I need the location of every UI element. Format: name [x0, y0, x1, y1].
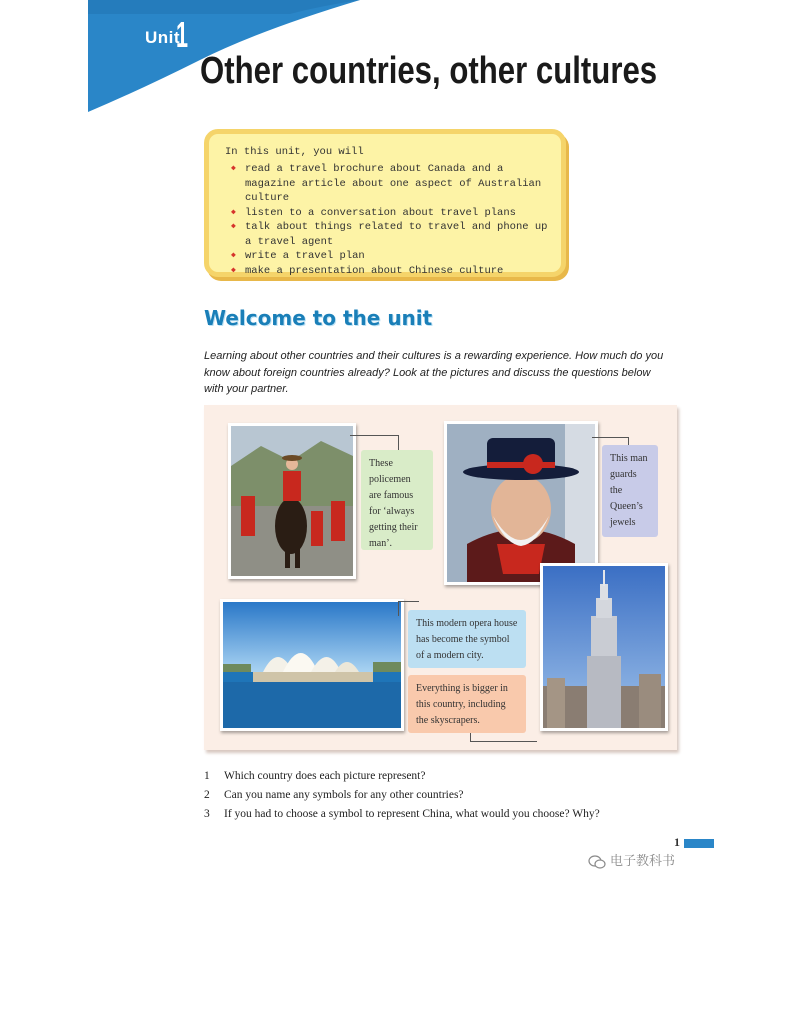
- picture-panel: [204, 405, 677, 750]
- objective-item: ◆ make a presentation about Chinese culture: [233, 264, 549, 279]
- caption-guard: This man guards the Queen’s jewels: [602, 445, 658, 537]
- objective-item: ◆ read a travel brochure about Canada and a magazine article about one aspect of Australian culture: [233, 162, 549, 206]
- unit-label: Unit: [145, 28, 181, 47]
- question-text: If you had to choose a symbol to represent China, what would you choose? Why?: [224, 808, 600, 820]
- unit-number: 1: [176, 14, 189, 55]
- caption-opera: This modern opera house has become the symbol of a modern city.: [408, 610, 526, 668]
- page-number-bar: [684, 839, 714, 848]
- caption-connector: [470, 733, 537, 742]
- question-text: Can you name any symbols for any other countries?: [224, 789, 464, 801]
- wechat-icon: [588, 855, 606, 869]
- skyscraper-photo: [540, 563, 668, 731]
- watermark: [588, 850, 675, 869]
- caption-policemen: These policemen are famous for ‘always getting their man’.: [361, 450, 433, 550]
- section-heading: Welcome to the unit: [204, 306, 433, 330]
- question-item: [204, 768, 664, 784]
- objectives-list: [233, 162, 549, 278]
- questions-list: [204, 768, 664, 825]
- question-item: [204, 806, 664, 822]
- unit-title: Other countries, other cultures: [200, 50, 658, 92]
- objective-item: ◆ listen to a conversation about travel plans: [233, 206, 549, 221]
- objectives-intro: In this unit, you will: [225, 146, 364, 158]
- opera-house-photo: [220, 599, 404, 731]
- question-number: 1: [204, 770, 210, 782]
- question-number: 3: [204, 808, 210, 820]
- caption-connector: [350, 435, 399, 450]
- watermark-text: 电子教科书: [610, 854, 676, 869]
- caption-skyscraper: Everything is bigger in this country, including the skyscrapers.: [408, 675, 526, 733]
- beefeater-photo: [444, 421, 598, 585]
- objectives-box: [204, 129, 566, 277]
- mounted-police-photo: [228, 423, 356, 579]
- question-item: [204, 787, 664, 803]
- question-number: 2: [204, 789, 210, 801]
- intro-paragraph: Learning about other countries and their cultures is a rewarding experience. How much do you know about foreign countries already? Look at the pictures and discuss the questions below with your partner.: [204, 350, 664, 395]
- objective-item: ◆ write a travel plan: [233, 249, 549, 264]
- objective-item: ◆ talk about things related to travel and phone up a travel agent: [233, 220, 549, 249]
- question-text: Which country does each picture represent?: [224, 770, 426, 782]
- page-number: 1: [674, 835, 680, 849]
